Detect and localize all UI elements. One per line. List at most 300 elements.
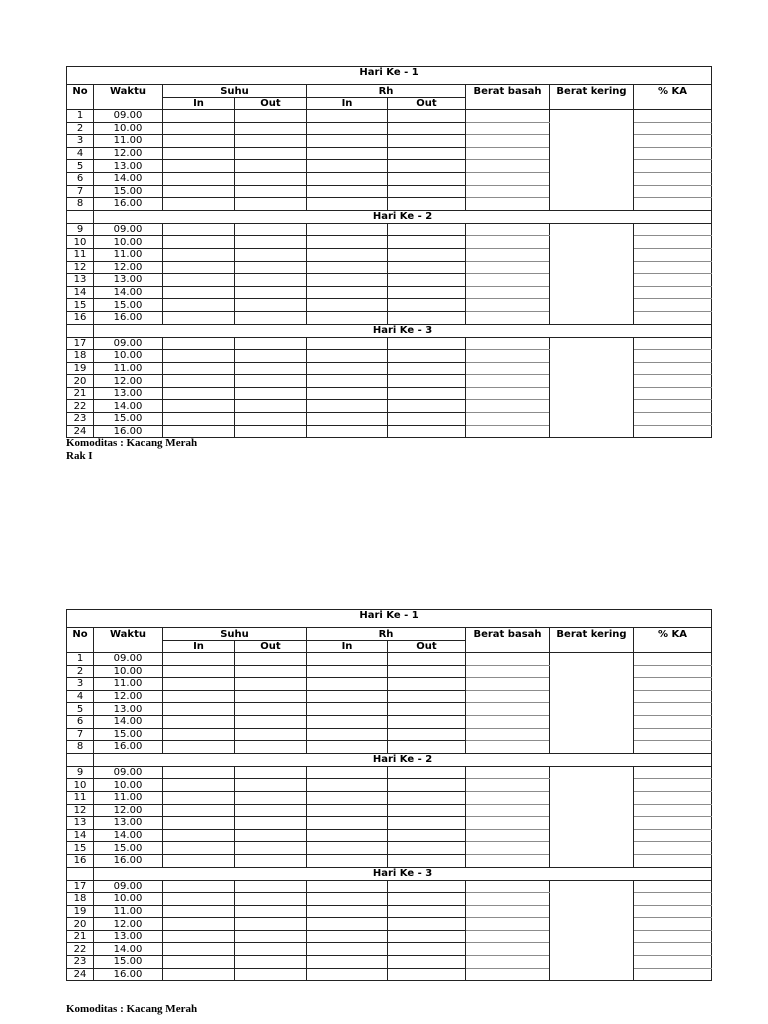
header-berat-kering: Berat kering xyxy=(550,85,634,110)
row-number: 1 xyxy=(67,653,94,666)
suhu-in-cell xyxy=(163,893,235,906)
header-row xyxy=(67,85,712,98)
row-number: 13 xyxy=(67,817,94,830)
rh-out-cell xyxy=(388,274,466,287)
ka-cell xyxy=(634,400,712,413)
ka-cell xyxy=(634,930,712,943)
suhu-out-cell xyxy=(235,362,307,375)
rh-out-cell xyxy=(388,842,466,855)
suhu-in-cell xyxy=(163,160,235,173)
rh-in-cell xyxy=(307,804,388,817)
time-cell: 13.00 xyxy=(94,274,163,287)
berat-kering-cell xyxy=(550,880,634,981)
suhu-in-cell xyxy=(163,741,235,754)
rh-in-cell xyxy=(307,286,388,299)
ka-cell xyxy=(634,198,712,211)
ka-cell xyxy=(634,261,712,274)
time-cell: 15.00 xyxy=(94,185,163,198)
row-number: 17 xyxy=(67,337,94,350)
suhu-in-cell xyxy=(163,930,235,943)
header-suhu: Suhu xyxy=(163,628,307,641)
rh-in-cell xyxy=(307,337,388,350)
berat-basah-cell xyxy=(466,337,550,350)
time-cell: 12.00 xyxy=(94,804,163,817)
rh-out-cell xyxy=(388,110,466,123)
row-number: 12 xyxy=(67,261,94,274)
berat-basah-cell xyxy=(466,653,550,666)
rh-in-cell xyxy=(307,665,388,678)
ka-cell xyxy=(634,715,712,728)
suhu-out-cell xyxy=(235,854,307,867)
rh-in-cell xyxy=(307,943,388,956)
rh-in-cell xyxy=(307,690,388,703)
berat-basah-cell xyxy=(466,261,550,274)
header-rh-in: In xyxy=(307,98,388,110)
rh-in-cell xyxy=(307,110,388,123)
ka-cell xyxy=(634,905,712,918)
berat-basah-cell xyxy=(466,160,550,173)
suhu-out-cell xyxy=(235,172,307,185)
suhu-out-cell xyxy=(235,413,307,426)
day-title: Hari Ke - 2 xyxy=(94,753,712,766)
berat-basah-cell xyxy=(466,791,550,804)
rh-out-cell xyxy=(388,893,466,906)
suhu-in-cell xyxy=(163,122,235,135)
suhu-in-cell xyxy=(163,350,235,363)
suhu-out-cell xyxy=(235,715,307,728)
time-cell: 12.00 xyxy=(94,918,163,931)
time-cell: 15.00 xyxy=(94,956,163,969)
suhu-out-cell xyxy=(235,741,307,754)
day-title: Hari Ke - 3 xyxy=(94,867,712,880)
berat-basah-cell xyxy=(466,299,550,312)
header-rh-in: In xyxy=(307,641,388,653)
row-number: 10 xyxy=(67,236,94,249)
suhu-in-cell xyxy=(163,829,235,842)
rh-in-cell xyxy=(307,842,388,855)
rh-in-cell xyxy=(307,779,388,792)
rh-out-cell xyxy=(388,715,466,728)
berat-basah-cell xyxy=(466,375,550,388)
row-number: 8 xyxy=(67,741,94,754)
row-number: 9 xyxy=(67,223,94,236)
suhu-out-cell xyxy=(235,425,307,438)
ka-cell xyxy=(634,690,712,703)
row-number: 23 xyxy=(67,413,94,426)
suhu-in-cell xyxy=(163,337,235,350)
suhu-in-cell xyxy=(163,413,235,426)
row-number: 3 xyxy=(67,135,94,148)
suhu-in-cell xyxy=(163,842,235,855)
suhu-out-cell xyxy=(235,678,307,691)
berat-basah-cell xyxy=(466,766,550,779)
row-number: 2 xyxy=(67,122,94,135)
rh-out-cell xyxy=(388,122,466,135)
row-number: 5 xyxy=(67,703,94,716)
time-cell: 11.00 xyxy=(94,905,163,918)
time-cell: 16.00 xyxy=(94,968,163,981)
rh-out-cell xyxy=(388,413,466,426)
header-suhu-out: Out xyxy=(235,98,307,110)
row-number: 24 xyxy=(67,425,94,438)
suhu-out-cell xyxy=(235,665,307,678)
time-cell: 13.00 xyxy=(94,930,163,943)
rh-out-cell xyxy=(388,299,466,312)
rh-out-cell xyxy=(388,956,466,969)
table-row xyxy=(67,880,712,893)
rh-in-cell xyxy=(307,930,388,943)
rh-in-cell xyxy=(307,223,388,236)
suhu-out-cell xyxy=(235,387,307,400)
berat-kering-cell xyxy=(550,223,634,324)
time-cell: 13.00 xyxy=(94,703,163,716)
berat-basah-cell xyxy=(466,185,550,198)
day-title-spacer xyxy=(67,210,94,223)
day-title: Hari Ke - 2 xyxy=(94,210,712,223)
row-number: 11 xyxy=(67,791,94,804)
time-cell: 12.00 xyxy=(94,375,163,388)
ka-cell xyxy=(634,223,712,236)
suhu-out-cell xyxy=(235,829,307,842)
rh-in-cell xyxy=(307,956,388,969)
ka-cell xyxy=(634,350,712,363)
header-ka: % KA xyxy=(634,85,712,110)
ka-cell xyxy=(634,425,712,438)
suhu-out-cell xyxy=(235,690,307,703)
berat-basah-cell xyxy=(466,715,550,728)
commodity-label: Komoditas : Kacang Merah xyxy=(66,1003,198,1015)
row-number: 13 xyxy=(67,274,94,287)
berat-basah-cell xyxy=(466,779,550,792)
rh-in-cell xyxy=(307,918,388,931)
table-body xyxy=(67,67,712,438)
ka-cell xyxy=(634,791,712,804)
row-number: 5 xyxy=(67,160,94,173)
row-number: 21 xyxy=(67,930,94,943)
berat-basah-cell xyxy=(466,248,550,261)
ka-cell xyxy=(634,854,712,867)
suhu-out-cell xyxy=(235,943,307,956)
time-cell: 14.00 xyxy=(94,829,163,842)
suhu-out-cell xyxy=(235,375,307,388)
time-cell: 15.00 xyxy=(94,413,163,426)
rh-out-cell xyxy=(388,223,466,236)
suhu-out-cell xyxy=(235,337,307,350)
berat-basah-cell xyxy=(466,905,550,918)
rh-in-cell xyxy=(307,741,388,754)
ka-cell xyxy=(634,804,712,817)
time-cell: 14.00 xyxy=(94,400,163,413)
rh-in-cell xyxy=(307,968,388,981)
header-suhu-in: In xyxy=(163,641,235,653)
suhu-out-cell xyxy=(235,880,307,893)
rh-in-cell xyxy=(307,678,388,691)
rh-in-cell xyxy=(307,236,388,249)
berat-basah-cell xyxy=(466,880,550,893)
berat-basah-cell xyxy=(466,854,550,867)
day-title: Hari Ke - 1 xyxy=(67,610,712,628)
suhu-in-cell xyxy=(163,387,235,400)
ka-cell xyxy=(634,286,712,299)
ka-cell xyxy=(634,893,712,906)
rh-out-cell xyxy=(388,703,466,716)
suhu-in-cell xyxy=(163,375,235,388)
berat-basah-cell xyxy=(466,930,550,943)
day-title: Hari Ke - 1 xyxy=(67,67,712,85)
berat-basah-cell xyxy=(466,893,550,906)
suhu-in-cell xyxy=(163,653,235,666)
row-number: 11 xyxy=(67,248,94,261)
rh-in-cell xyxy=(307,854,388,867)
table-body xyxy=(67,610,712,981)
rh-in-cell xyxy=(307,185,388,198)
header-no: No xyxy=(67,628,94,653)
suhu-in-cell xyxy=(163,286,235,299)
rh-out-cell xyxy=(388,728,466,741)
suhu-out-cell xyxy=(235,893,307,906)
suhu-out-cell xyxy=(235,274,307,287)
observation-sheet xyxy=(66,609,711,981)
rh-in-cell xyxy=(307,261,388,274)
berat-kering-cell xyxy=(550,653,634,754)
ka-cell xyxy=(634,918,712,931)
berat-basah-cell xyxy=(466,400,550,413)
sheet-footer xyxy=(66,437,197,463)
berat-basah-cell xyxy=(466,665,550,678)
berat-basah-cell xyxy=(466,172,550,185)
rh-out-cell xyxy=(388,779,466,792)
time-cell: 14.00 xyxy=(94,715,163,728)
time-cell: 11.00 xyxy=(94,135,163,148)
header-suhu: Suhu xyxy=(163,85,307,98)
suhu-out-cell xyxy=(235,791,307,804)
commodity-label: Komoditas : Kacang Merah xyxy=(66,437,198,449)
rh-in-cell xyxy=(307,791,388,804)
rh-in-cell xyxy=(307,198,388,211)
row-number: 18 xyxy=(67,350,94,363)
berat-basah-cell xyxy=(466,286,550,299)
rh-in-cell xyxy=(307,387,388,400)
rh-out-cell xyxy=(388,248,466,261)
berat-basah-cell xyxy=(466,122,550,135)
day-title-row xyxy=(67,867,712,880)
rh-in-cell xyxy=(307,274,388,287)
time-cell: 16.00 xyxy=(94,854,163,867)
rh-out-cell xyxy=(388,880,466,893)
ka-cell xyxy=(634,147,712,160)
observation-sheet xyxy=(66,66,711,438)
rh-in-cell xyxy=(307,160,388,173)
suhu-in-cell xyxy=(163,968,235,981)
ka-cell xyxy=(634,741,712,754)
ka-cell xyxy=(634,413,712,426)
berat-basah-cell xyxy=(466,350,550,363)
suhu-in-cell xyxy=(163,425,235,438)
rh-out-cell xyxy=(388,160,466,173)
time-cell: 12.00 xyxy=(94,690,163,703)
berat-kering-cell xyxy=(550,110,634,211)
suhu-in-cell xyxy=(163,854,235,867)
time-cell: 11.00 xyxy=(94,678,163,691)
observation-table xyxy=(66,609,712,981)
rh-out-cell xyxy=(388,185,466,198)
time-cell: 15.00 xyxy=(94,842,163,855)
berat-basah-cell xyxy=(466,728,550,741)
row-number: 8 xyxy=(67,198,94,211)
header-berat-basah: Berat basah xyxy=(466,628,550,653)
ka-cell xyxy=(634,829,712,842)
rh-in-cell xyxy=(307,362,388,375)
berat-basah-cell xyxy=(466,236,550,249)
suhu-out-cell xyxy=(235,185,307,198)
ka-cell xyxy=(634,337,712,350)
rh-in-cell xyxy=(307,425,388,438)
ka-cell xyxy=(634,703,712,716)
row-number: 7 xyxy=(67,728,94,741)
suhu-in-cell xyxy=(163,703,235,716)
suhu-out-cell xyxy=(235,817,307,830)
suhu-out-cell xyxy=(235,286,307,299)
table-row xyxy=(67,337,712,350)
time-cell: 11.00 xyxy=(94,791,163,804)
time-cell: 13.00 xyxy=(94,387,163,400)
time-cell: 10.00 xyxy=(94,665,163,678)
suhu-out-cell xyxy=(235,766,307,779)
rh-out-cell xyxy=(388,400,466,413)
suhu-in-cell xyxy=(163,943,235,956)
suhu-in-cell xyxy=(163,804,235,817)
rh-in-cell xyxy=(307,703,388,716)
rh-out-cell xyxy=(388,968,466,981)
suhu-in-cell xyxy=(163,274,235,287)
suhu-in-cell xyxy=(163,956,235,969)
ka-cell xyxy=(634,766,712,779)
rh-out-cell xyxy=(388,362,466,375)
ka-cell xyxy=(634,236,712,249)
ka-cell xyxy=(634,375,712,388)
row-number: 9 xyxy=(67,766,94,779)
rh-out-cell xyxy=(388,943,466,956)
ka-cell xyxy=(634,311,712,324)
ka-cell xyxy=(634,968,712,981)
ka-cell xyxy=(634,842,712,855)
ka-cell xyxy=(634,110,712,123)
observation-table xyxy=(66,66,712,438)
day-title-row xyxy=(67,324,712,337)
berat-kering-cell xyxy=(550,337,634,438)
time-cell: 15.00 xyxy=(94,728,163,741)
rh-out-cell xyxy=(388,854,466,867)
row-number: 19 xyxy=(67,362,94,375)
row-number: 15 xyxy=(67,842,94,855)
row-number: 16 xyxy=(67,311,94,324)
header-waktu: Waktu xyxy=(94,85,163,110)
rh-out-cell xyxy=(388,918,466,931)
header-rh-out: Out xyxy=(388,98,466,110)
row-number: 6 xyxy=(67,172,94,185)
time-cell: 09.00 xyxy=(94,337,163,350)
ka-cell xyxy=(634,653,712,666)
suhu-out-cell xyxy=(235,160,307,173)
row-number: 20 xyxy=(67,918,94,931)
time-cell: 10.00 xyxy=(94,236,163,249)
suhu-in-cell xyxy=(163,905,235,918)
berat-basah-cell xyxy=(466,968,550,981)
header-rh: Rh xyxy=(307,628,466,641)
ka-cell xyxy=(634,817,712,830)
row-number: 24 xyxy=(67,968,94,981)
header-rh: Rh xyxy=(307,85,466,98)
rh-out-cell xyxy=(388,690,466,703)
rh-in-cell xyxy=(307,375,388,388)
berat-basah-cell xyxy=(466,703,550,716)
berat-basah-cell xyxy=(466,387,550,400)
suhu-out-cell xyxy=(235,122,307,135)
day-title-row xyxy=(67,753,712,766)
suhu-in-cell xyxy=(163,400,235,413)
time-cell: 14.00 xyxy=(94,286,163,299)
berat-basah-cell xyxy=(466,110,550,123)
rh-in-cell xyxy=(307,653,388,666)
row-number: 14 xyxy=(67,829,94,842)
header-waktu: Waktu xyxy=(94,628,163,653)
berat-kering-cell xyxy=(550,766,634,867)
time-cell: 11.00 xyxy=(94,362,163,375)
rh-in-cell xyxy=(307,413,388,426)
suhu-out-cell xyxy=(235,956,307,969)
header-rh-out: Out xyxy=(388,641,466,653)
suhu-out-cell xyxy=(235,248,307,261)
rh-in-cell xyxy=(307,880,388,893)
suhu-in-cell xyxy=(163,766,235,779)
rh-out-cell xyxy=(388,135,466,148)
time-cell: 15.00 xyxy=(94,299,163,312)
rh-in-cell xyxy=(307,135,388,148)
suhu-out-cell xyxy=(235,653,307,666)
table-row xyxy=(67,223,712,236)
ka-cell xyxy=(634,779,712,792)
rh-out-cell xyxy=(388,817,466,830)
berat-basah-cell xyxy=(466,223,550,236)
rh-out-cell xyxy=(388,375,466,388)
ka-cell xyxy=(634,299,712,312)
row-number: 4 xyxy=(67,690,94,703)
ka-cell xyxy=(634,362,712,375)
berat-basah-cell xyxy=(466,362,550,375)
rack-label: Rak I xyxy=(66,450,93,462)
berat-basah-cell xyxy=(466,842,550,855)
row-number: 1 xyxy=(67,110,94,123)
rh-out-cell xyxy=(388,905,466,918)
rh-in-cell xyxy=(307,766,388,779)
berat-basah-cell xyxy=(466,817,550,830)
suhu-out-cell xyxy=(235,198,307,211)
suhu-in-cell xyxy=(163,728,235,741)
suhu-out-cell xyxy=(235,804,307,817)
time-cell: 13.00 xyxy=(94,817,163,830)
rh-out-cell xyxy=(388,236,466,249)
suhu-out-cell xyxy=(235,350,307,363)
suhu-out-cell xyxy=(235,968,307,981)
time-cell: 10.00 xyxy=(94,350,163,363)
suhu-in-cell xyxy=(163,185,235,198)
time-cell: 16.00 xyxy=(94,741,163,754)
berat-basah-cell xyxy=(466,198,550,211)
suhu-in-cell xyxy=(163,665,235,678)
row-number: 19 xyxy=(67,905,94,918)
ka-cell xyxy=(634,943,712,956)
row-number: 18 xyxy=(67,893,94,906)
